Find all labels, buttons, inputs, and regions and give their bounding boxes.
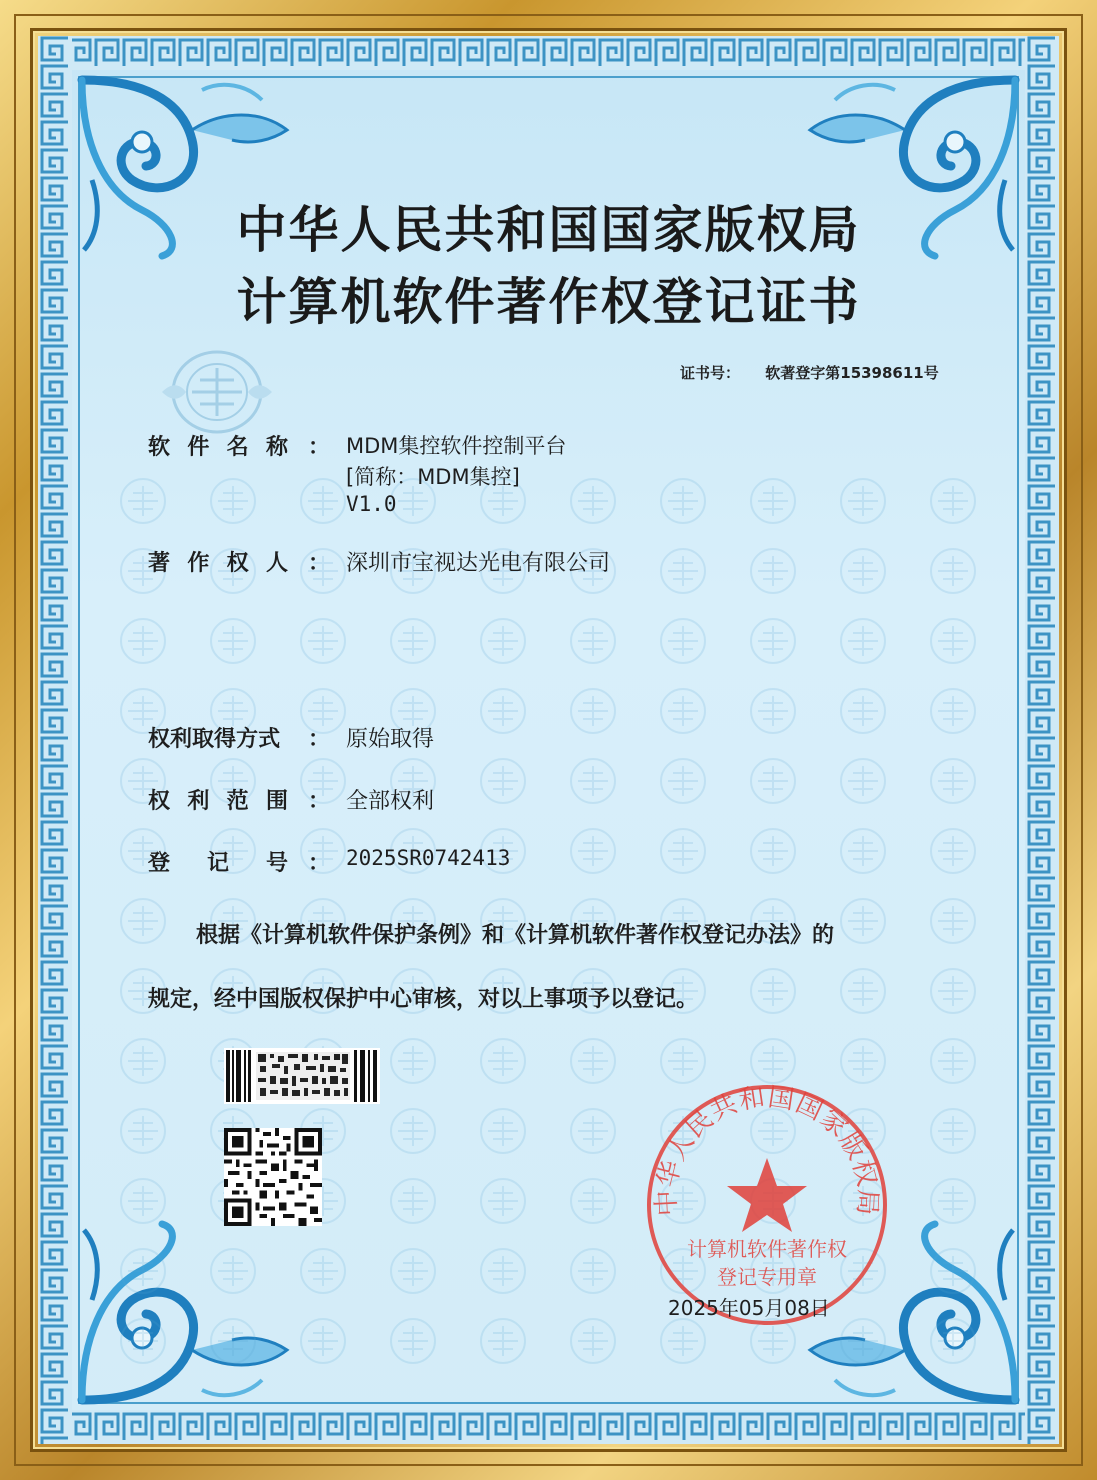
- registration-number-value: 2025SR0742413: [346, 846, 511, 870]
- acquisition-method-value: 原始取得: [346, 727, 435, 752]
- statement-line2: 规定，经中国版权保护中心审核，对以上事项予以登记。: [148, 987, 699, 1012]
- statement-line1: 根据《计算机软件保护条例》和《计算机软件著作权登记办法》的: [196, 923, 835, 948]
- page-title-line1: 中华人民共和国国家版权局: [236, 200, 861, 259]
- barcode-icon: [224, 1048, 380, 1104]
- software-name-value: MDM集控软件控制平台: [346, 434, 567, 458]
- rights-scope-value: 全部权利: [346, 789, 435, 814]
- certificate-number: [680, 362, 939, 383]
- software-name-label: 软 件 名 称: [148, 435, 288, 460]
- copyright-owner-label: 著 作 权 人: [148, 551, 288, 576]
- rights-scope-label: 权 利 范 围: [148, 789, 288, 814]
- page-title-line2: 计算机软件著作权登记证书: [236, 272, 861, 331]
- qr-code-icon: [224, 1128, 322, 1226]
- seal-inner-line1: 计算机软件著作权: [687, 1237, 847, 1261]
- copyright-emblem-icon: [158, 344, 276, 440]
- copyright-owner-value: 深圳市宝视达光电有限公司: [346, 551, 611, 576]
- greek-key-border-top: [38, 36, 1059, 70]
- star-icon: [727, 1158, 807, 1232]
- certificate-number-value: 软著登字第15398611号: [765, 364, 939, 382]
- issue-date: 2025年05月08日: [668, 1296, 830, 1320]
- acquisition-method-label: 权 利 取 得 方 式: [148, 727, 281, 752]
- registration-number-label: 登 记 号: [148, 851, 288, 876]
- seal-outer-text: 中华人民共和国国家版权局: [651, 1082, 883, 1217]
- greek-key-border-bottom: [38, 1410, 1059, 1444]
- software-short-name: [简称：MDM集控]: [346, 465, 520, 489]
- seal-inner-line2: 登记专用章: [717, 1265, 817, 1289]
- certificate-number-label: 证书号：: [680, 364, 741, 382]
- software-version: V1.0: [346, 492, 397, 516]
